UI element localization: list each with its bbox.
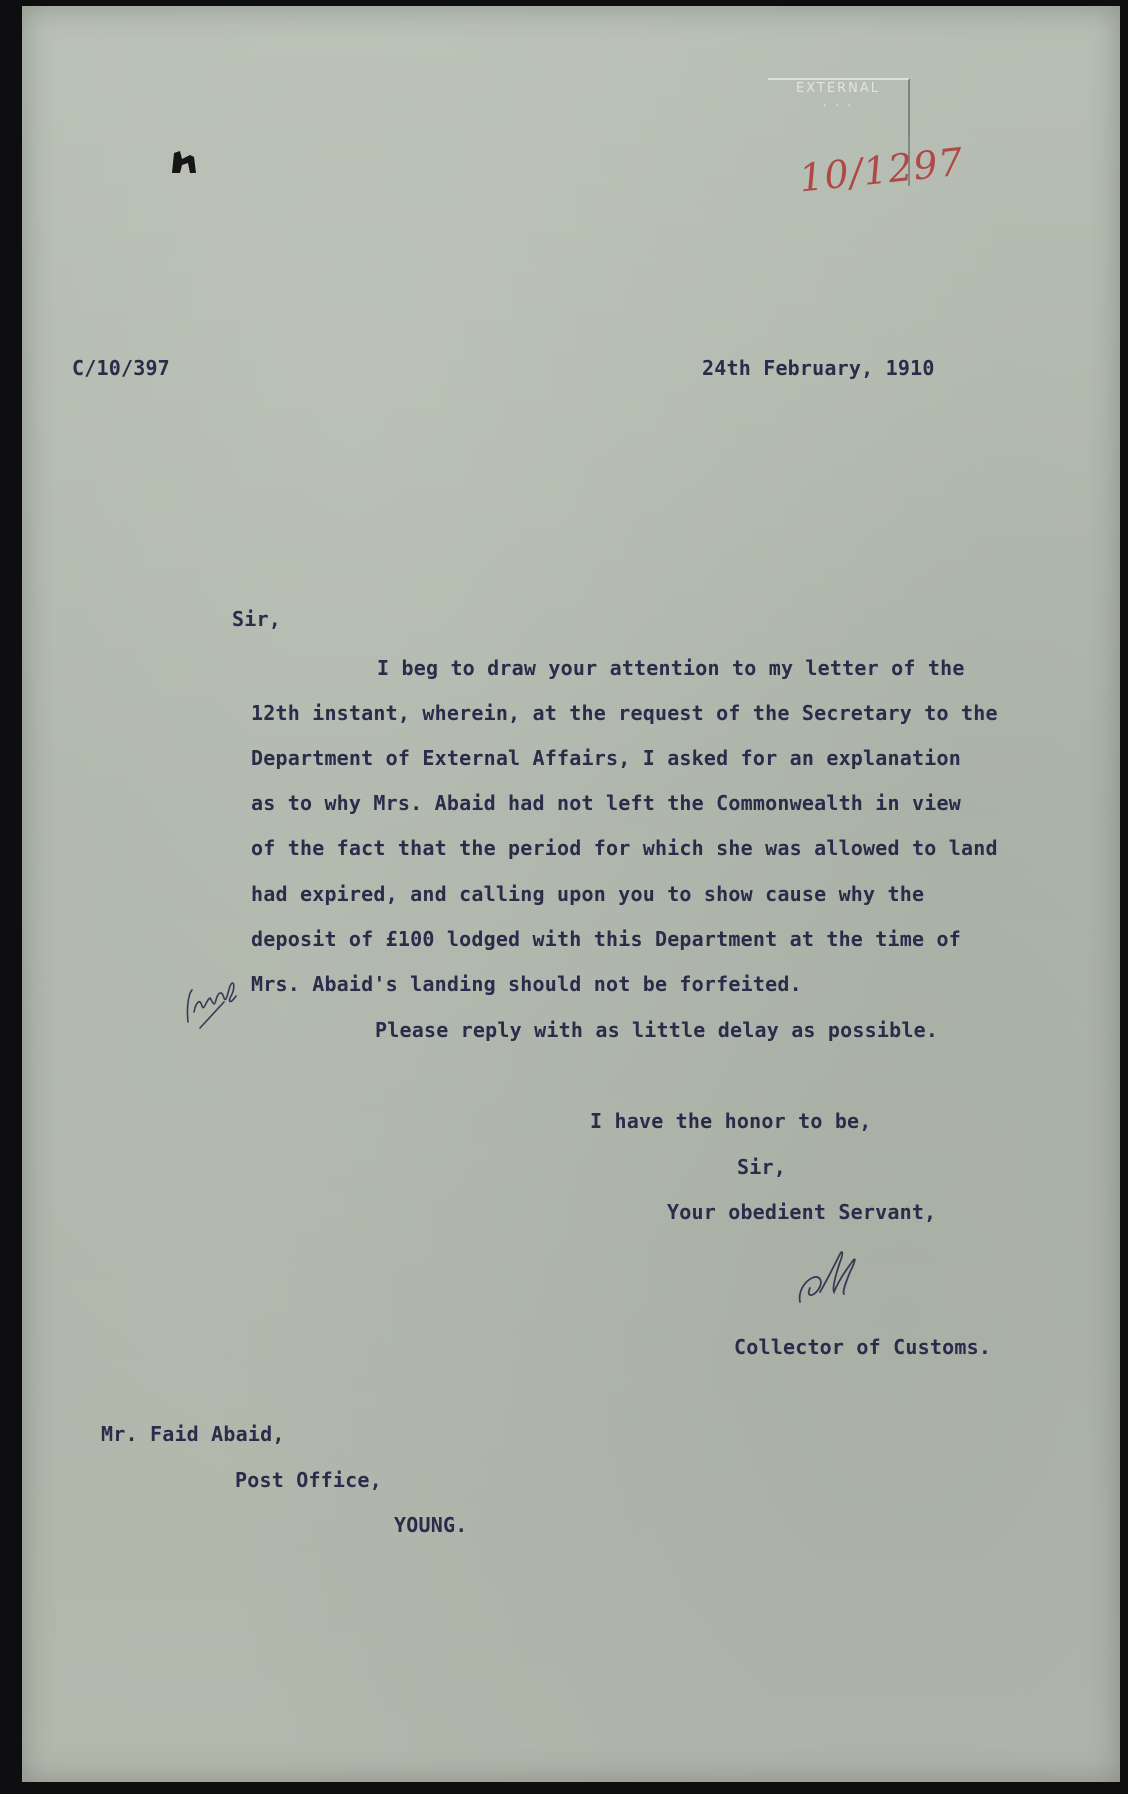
body-line-5: of the fact that the period for which she was allowed to land [251, 836, 998, 860]
addressee-name: Mr. Faid Abaid, [101, 1422, 285, 1446]
letter-date: 24th February, 1910 [702, 356, 935, 380]
body-line-4: as to why Mrs. Abaid had not left the Commonwealth in view [251, 791, 961, 815]
addressee-line-3: YOUNG. [394, 1513, 468, 1537]
document-page [22, 6, 1120, 1782]
body-line-6: had expired, and calling upon you to show cause why the [251, 882, 925, 906]
closing-line-2: Sir, [737, 1155, 786, 1179]
salutation: Sir, [232, 607, 281, 631]
body-line-1: I beg to draw your attention to my letter of the [377, 656, 965, 680]
signatory-title: Collector of Customs. [734, 1335, 992, 1359]
closing-line-3: Your obedient Servant, [667, 1200, 937, 1224]
body-line-8: Mrs. Abaid's landing should not be forfeited. [251, 972, 802, 996]
file-reference: C/10/397 [72, 356, 170, 380]
margin-initials-icon [180, 962, 250, 1032]
stamp-text: EXTERNAL [796, 81, 880, 96]
signature-icon [790, 1242, 870, 1312]
body-line-3: Department of External Affairs, I asked for an explanation [251, 746, 961, 770]
body-line-2: 12th instant, wherein, at the request of the Secretary to the [251, 701, 998, 725]
corner-mark-icon [170, 149, 198, 175]
addressee-line-2: Post Office, [235, 1468, 382, 1492]
external-stamp [768, 78, 910, 136]
handwritten-reference: 10/1297 [797, 139, 966, 201]
closing-line-1: I have the honor to be, [590, 1109, 872, 1133]
body-line-7: deposit of £100 lodged with this Department at the time of [251, 927, 961, 951]
request-line: Please reply with as little delay as possible. [375, 1018, 939, 1042]
stamp-subtext: · · · [822, 99, 854, 114]
